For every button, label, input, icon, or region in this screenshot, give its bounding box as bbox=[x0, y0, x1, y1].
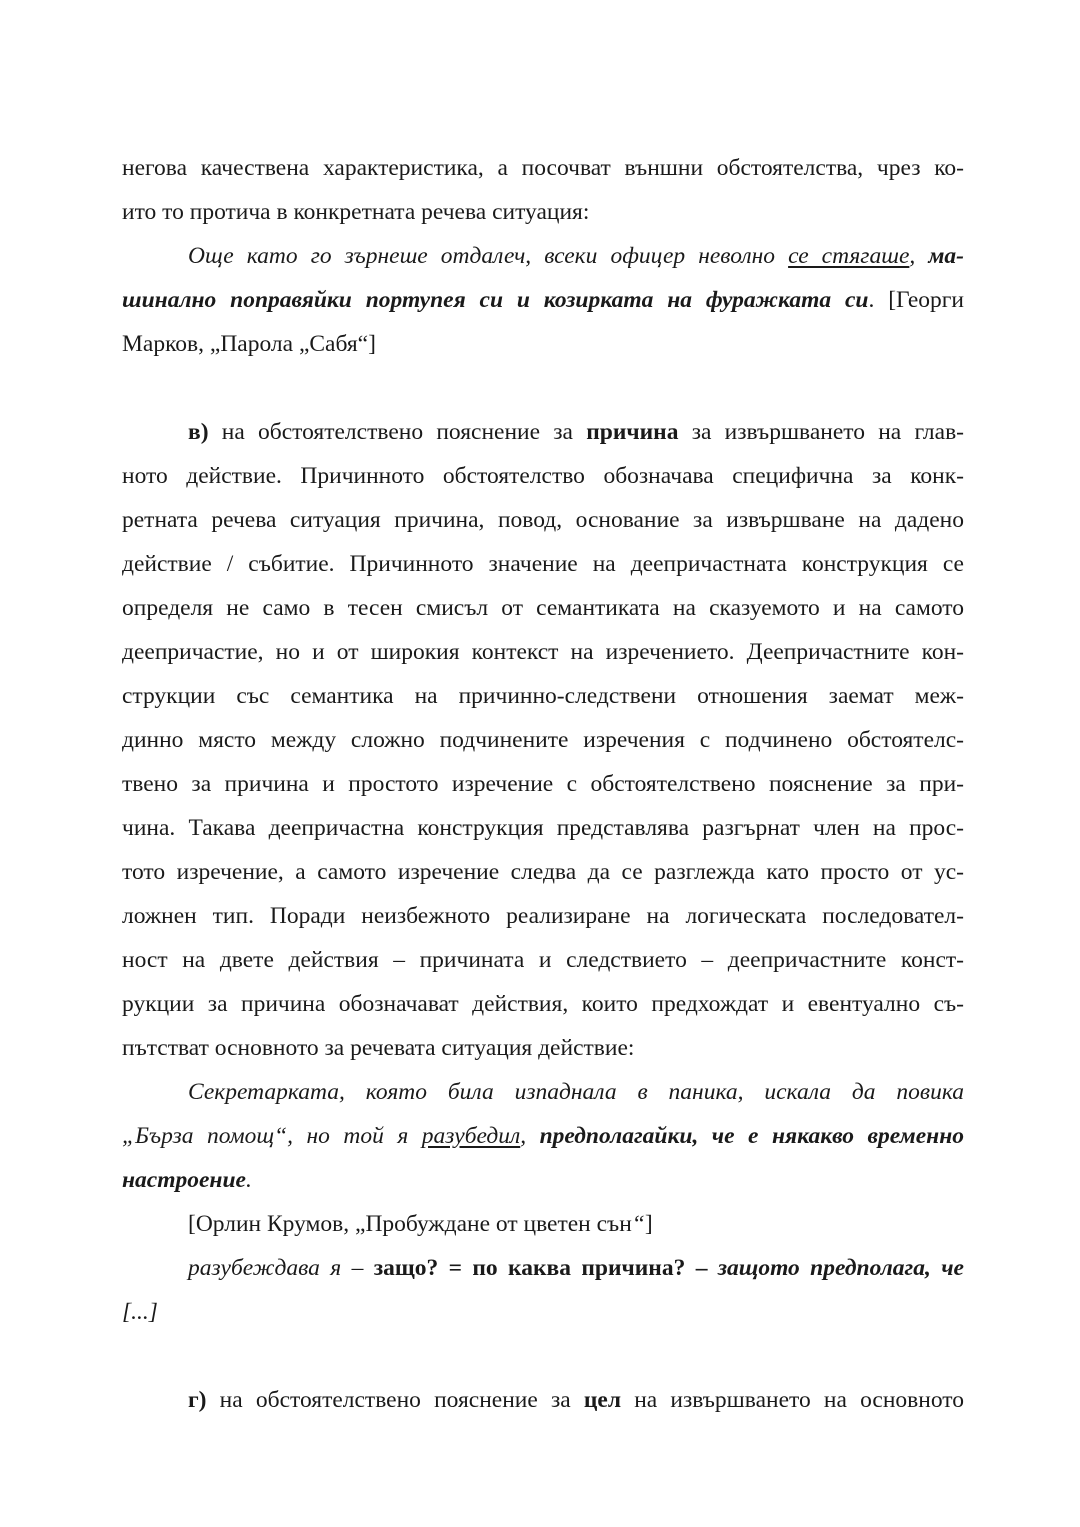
key-term: цел bbox=[583, 1387, 622, 1413]
paragraph-line: действие / събитие. Причинното значение на деепричастната конструкция се bbox=[122, 551, 964, 577]
example-quote-line: Още като го зърнеше отдалеч, всеки офицер неволно се стягаше, ма- bbox=[188, 243, 965, 269]
example-quote-line: настроение. bbox=[122, 1167, 252, 1193]
question-formula: защо? = по каква причина? – bbox=[373, 1255, 708, 1281]
ellipsis-marker: [...] bbox=[122, 1299, 158, 1325]
paragraph-line: ретната речева ситуация причина, повод, основание за извършване на дадено bbox=[122, 507, 964, 533]
paragraph-line: рукции за причина обозначават действия, които предхождат и евентуално съ- bbox=[122, 991, 964, 1017]
bold-participle-phrase: предполагайки, че е някакво временно bbox=[539, 1123, 964, 1149]
section-marker: г) bbox=[188, 1387, 207, 1413]
key-term: причина bbox=[586, 419, 679, 445]
paragraph-line: ложнен тип. Поради неизбежното реализиране на логическата последовател- bbox=[122, 903, 964, 929]
bold-participle-phrase: ма- bbox=[928, 243, 965, 269]
example-quote-line: „Бърза помощ“, но той я разубедил, предполагайки, че е някакво временно bbox=[122, 1123, 964, 1149]
paragraph-line: ното действие. Причинното обстоятелство обозначава специфична за конк- bbox=[122, 463, 964, 489]
paragraph-line: определя не само в тесен смисъл от семантиката на сказуемото и на самото bbox=[122, 595, 964, 621]
paragraph-line: динно място между сложно подчинените изречения с подчинено обстоятелс- bbox=[122, 727, 964, 753]
paragraph-line: ито то протича в конкретната речева ситуация: bbox=[122, 199, 590, 225]
paragraph-line: тото изречение, а самото изречение следва да се разглежда като просто от ус- bbox=[122, 859, 964, 885]
paragraph-line: деепричастие, но и от широкия контекст на изречението. Деепричастните кон- bbox=[122, 639, 964, 665]
paragraph-line: твено за причина и простото изречение с обстоятелствено пояснение за при- bbox=[122, 771, 964, 797]
bold-participle-phrase: шинално поправяйки портупея си и козирката на фуражката си bbox=[122, 287, 869, 313]
example-source: [Орлин Крумов, „Пробуждане от цветен сън“] bbox=[188, 1211, 653, 1237]
analysis-line: разубеждава я – защо? = по каква причина? – защото предполага, че bbox=[188, 1255, 964, 1281]
paragraph-line: чина. Такава деепричастна конструкция представлява разгърнат член на прос- bbox=[122, 815, 964, 841]
underlined-predicate: разубедил bbox=[421, 1123, 521, 1149]
paragraph-line: пътстват основното за речевата ситуация действие: bbox=[122, 1035, 635, 1061]
paragraph-line: ност на двете действия – причината и следствието – деепричастните конст- bbox=[122, 947, 964, 973]
example-quote-line: шинално поправяйки портупея си и козирката на фуражката си. [Георги bbox=[122, 287, 964, 313]
bold-participle-phrase: настроение bbox=[122, 1167, 246, 1193]
example-quote-line: Секретарката, която била изпаднала в паника, искала да повика bbox=[188, 1079, 964, 1105]
underlined-predicate: се стягаше bbox=[788, 243, 910, 269]
answer-phrase: защото предполага, че bbox=[717, 1255, 964, 1281]
section-marker: в) bbox=[188, 419, 209, 445]
section-heading-line: в) на обстоятелствено пояснение за причина за извършването на глав- bbox=[188, 419, 964, 445]
paragraph-line: струкции със семантика на причинно-следствени отношения заемат меж- bbox=[122, 683, 964, 709]
section-heading-line: г) на обстоятелствено пояснение за цел на извършването на основното bbox=[188, 1387, 964, 1413]
example-source: Марков, „Парола „Сабя“] bbox=[122, 331, 376, 357]
paragraph-line: негова качествена характеристика, а посочват външни обстоятелства, чрез ко- bbox=[122, 155, 964, 181]
